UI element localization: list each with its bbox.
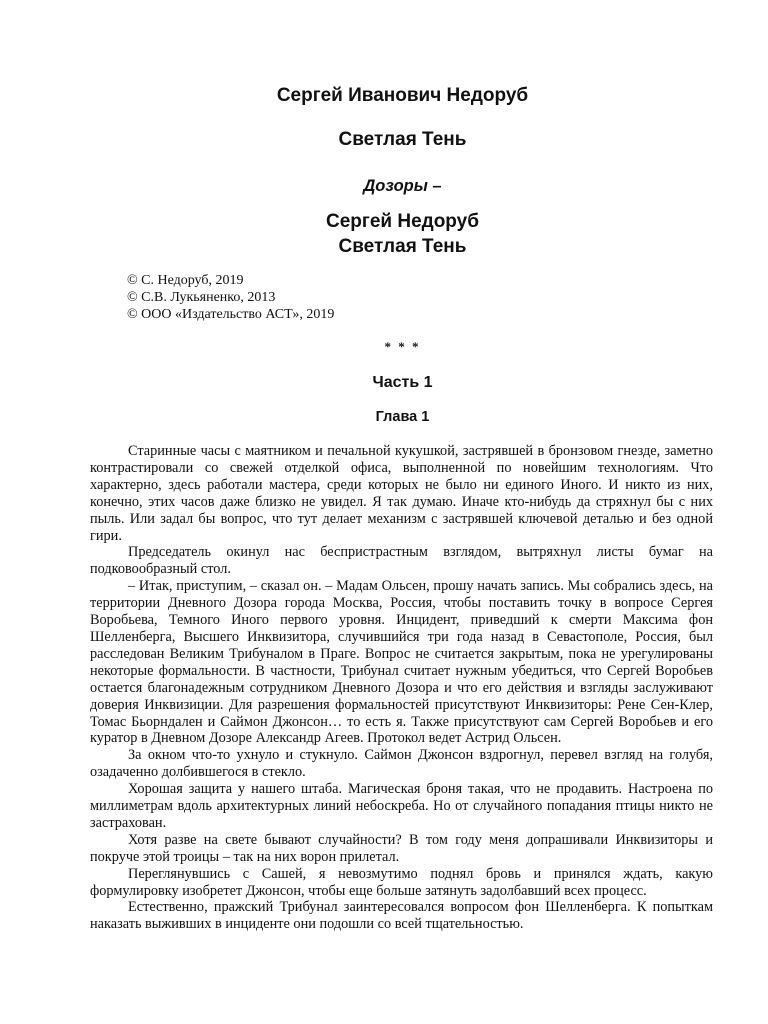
part-title: Часть 1 (372, 374, 433, 391)
paragraph: Переглянувшись с Сашей, я невозмутимо поднял бровь и принялся ждать, какую формулировку изобретет Джонсон, чтобы еще больше затянуть задолбавший всех процесс. (90, 865, 713, 899)
paragraph: Старинные часы с маятником и печальной кукушкой, застрявшей в бронзовом гнезде, заметно контрастировали со свежей отделкой офиса, выполненной по новейшим технологиям. Что характерно, здесь работали мастера, среди которых не было ни единого Иного. И никто из них, конечно, этих часов даже близко не увидел. Я так думаю. Иначе кто-нибудь да стряхнул бы с них пыль. Или задал бы вопрос, что тут делает механизм с застрявшей ключевой деталью и без одной гири. (90, 443, 713, 544)
paragraph: Естественно, пражский Трибунал заинтересовался вопросом фон Шелленберга. К попыткам наказать выживших в инциденте они подошли со всей тщательностью. (90, 899, 713, 933)
subtitle-title: Светлая Тень (338, 236, 467, 257)
paragraph: Хорошая защита у нашего штаба. Магическая броня такая, что не продавить. Настроена по миллиметрам вдоль архитектурных линий небоскреба. Но от случайного попадания птицы никто не застрахован. (90, 781, 713, 831)
copyright-line: © С. Недоруб, 2019 (127, 273, 244, 288)
chapter-title: Глава 1 (375, 409, 430, 425)
subtitle-block (0, 209, 768, 259)
series-title: Дозоры – (363, 177, 442, 195)
copyright-line: © С.В. Лукьяненко, 2013 (127, 290, 276, 305)
paragraph: – Итак, приступим, – сказал он. – Мадам Ольсен, прошу начать запись. Мы собрались здесь, на территории Дневного Дозора города Москва, Россия, чтобы поставить точку в вопросе Сергея Воробьева, Темного Иного первого уровня. Инцидент, приведший к смерти Максима фон Шелленберга, Высшего Инквизитора, случившийся три года назад в Севастополе, Россия, был расследован Великим Трибуналом в Праге. Вопрос не считается закрытым, пока не урегулированы некоторые формальности. В частности, Трибунал считает нужным убедиться, что Сергей Воробьев остается благонадежным сотрудником Дневного Дозора и что его действия и взгляды заслуживают доверия Инквизиции. Для разрешения формальностей присутствуют Инквизиторы: Рене Сен-Клер, Томас Бьорндален и Саймон Джонсон… то есть я. Также присутствуют сам Сергей Воробьев и его куратор в Дневном Дозоре Александр Агеев. Протокол ведет Астрид Ольсен. (90, 578, 713, 747)
subtitle-author: Сергей Недоруб (326, 211, 479, 232)
copyright-line: © ООО «Издательство АСТ», 2019 (127, 307, 335, 322)
paragraph: Председатель окинул нас беспристрастным взглядом, вытряхнул листы бумаг на подковообразный стол. (90, 544, 713, 578)
section-separator: * * * (384, 339, 421, 354)
book-title: Светлая Тень (338, 129, 467, 150)
paragraph: За окном что-то ухнуло и стукнуло. Саймон Джонсон вздрогнул, перевел взгляд на голубя, озадаченно долбившегося в стекло. (90, 747, 713, 781)
book-author: Сергей Иванович Недоруб (276, 85, 529, 106)
copyright-block (127, 272, 334, 323)
paragraph: Хотя разве на свете бывают случайности? В том году меня допрашивали Инквизиторы и покруче этой троицы – так на них ворон прилетал. (90, 831, 713, 865)
body-text (90, 443, 713, 933)
